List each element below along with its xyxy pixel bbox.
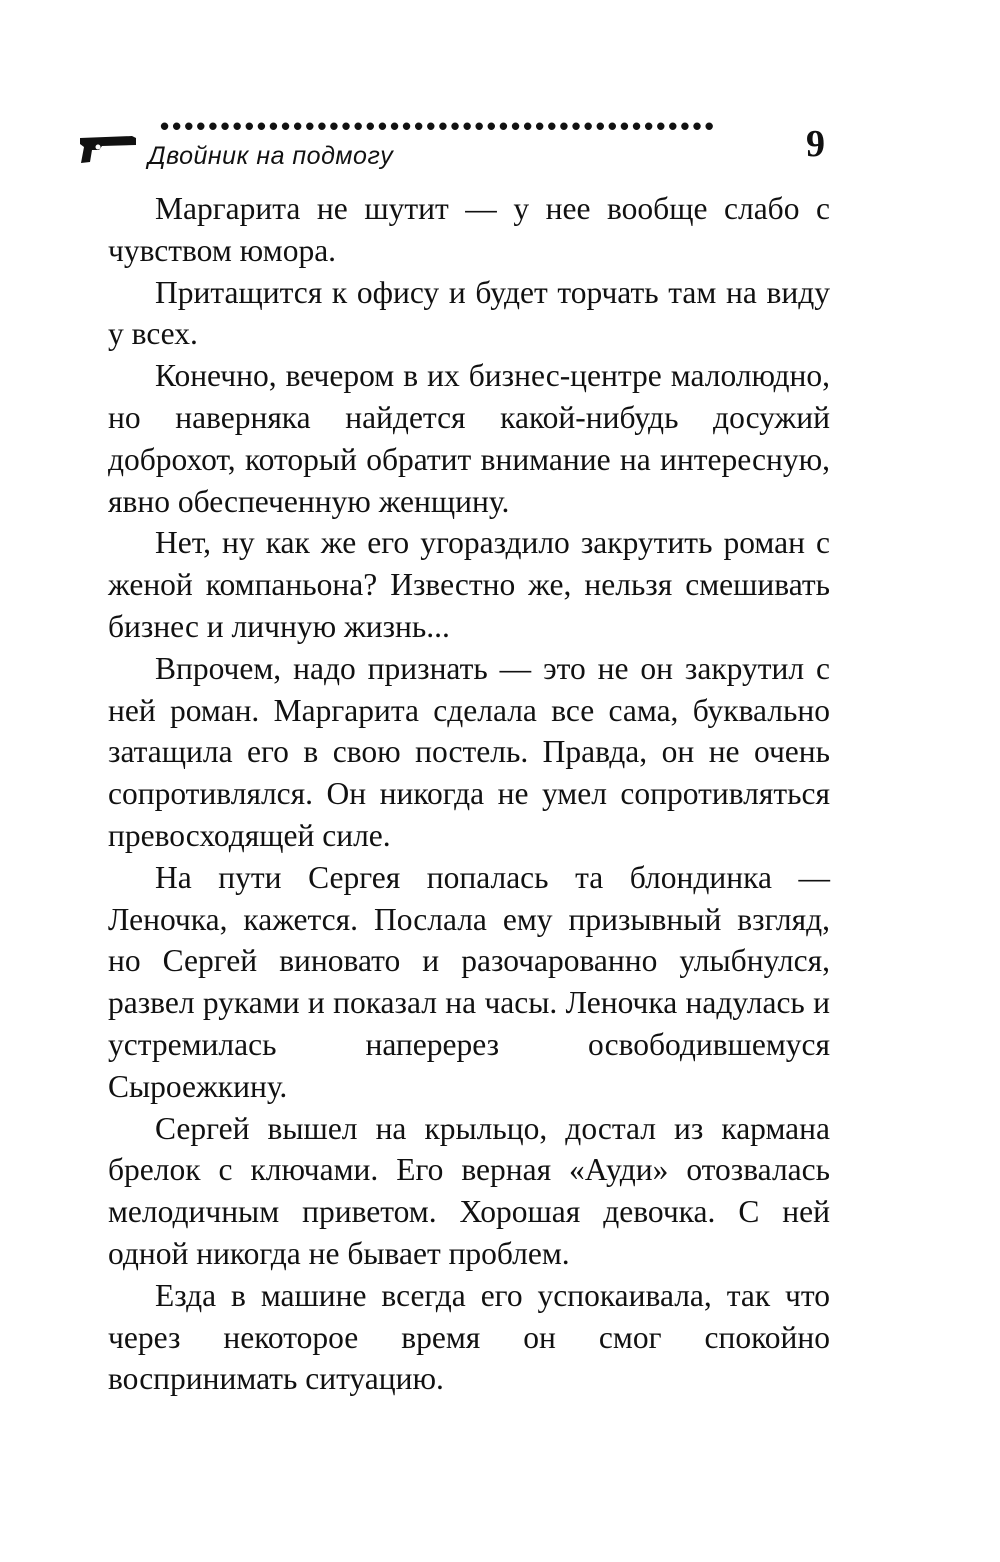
paragraph: Маргарита не шутит — у нее вообще слабо с чувством юмора. bbox=[108, 191, 830, 268]
paragraph: Нет, ну как же его угораздило закрутить роман с женой компаньона? Известно же, нельзя смешивать бизнес и личную жизнь... bbox=[108, 525, 830, 644]
paragraph: На пути Сергея попалась та блондинка — Леночка, кажется. Послала ему призывный взгляд, но Сергей виновато и разочарованно улыбнулся, развел руками и показал на часы. Леночка надулась и устремилась наперерез освободившемуся Сыроежкину. bbox=[108, 859, 830, 1104]
running-title: Двойник на подмогу bbox=[148, 142, 394, 170]
paragraph: Сергей вышел на крыльцо, достал из кармана брелок с ключами. Его верная «Ауди» отозвалась мелодичным приветом. Хорошая девочка. С ней одной никогда не бывает проблем. bbox=[108, 1110, 830, 1271]
paragraph: Конечно, вечером в их бизнес-центре малолюдно, но наверняка найдется какой-нибудь досужий доброхот, который обратит внимание на интересную, явно обеспеченную женщину. bbox=[108, 358, 830, 519]
page-header bbox=[78, 112, 838, 182]
header-dotted-rule: •••••••••••••••••••••••••••••••••••••••••••••• bbox=[160, 116, 717, 136]
pistol-icon bbox=[78, 132, 138, 166]
page-number: 9 bbox=[806, 123, 825, 165]
paragraph: Впрочем, надо признать — это не он закрутил с ней роман. Маргарита сделала все сама, буквально затащила его в свою постель. Правда, он не очень сопротивлялся. Он никогда не умел сопротивляться превосходящей силе. bbox=[108, 650, 830, 853]
body-text bbox=[108, 188, 830, 1400]
paragraph: Езда в машине всегда его успокаивала, так что через некоторое время он смог спокойно воспринимать ситуацию. bbox=[108, 1277, 830, 1397]
paragraph: Притащится к офису и будет торчать там на виду у всех. bbox=[108, 274, 830, 352]
